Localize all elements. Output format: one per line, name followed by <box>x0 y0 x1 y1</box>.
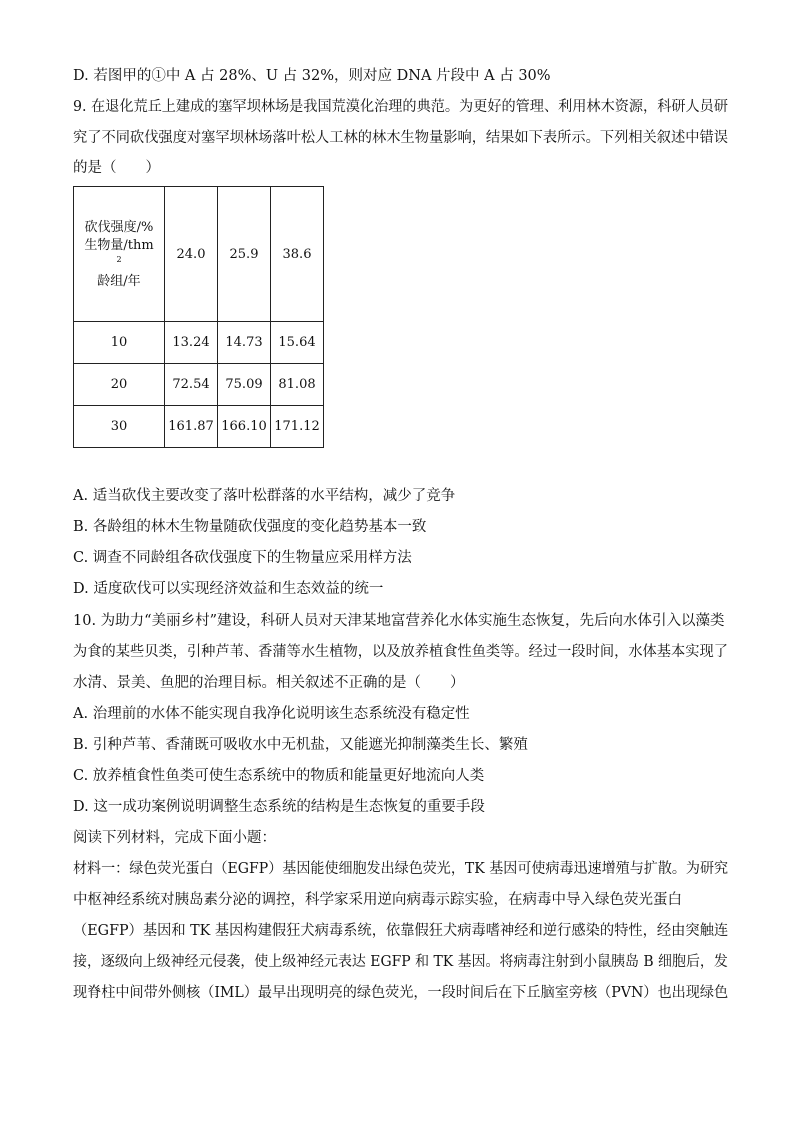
q9-option-a: A. 适当砍伐主要改变了落叶松群落的水平结构，减少了竞争 <box>73 488 456 504</box>
material-1-line-3: （EGFP）基因和 TK 基因构建假狂犬病毒系统，依靠假狂犬病毒嗜神经和逆行感染的特性，经由突触连 <box>73 923 729 939</box>
value-cell: 15.64 <box>271 322 324 364</box>
value-cell: 72.54 <box>165 364 218 406</box>
q10-stem-line-2: 为食的某些贝类，引种芦苇、香蒲等水生植物，以及放养植食性鱼类等。经过一段时间，水体基本实现了 <box>73 644 728 660</box>
q9-option-c: C. 调查不同龄组各砍伐强度下的生物量应采用样方法 <box>73 550 412 566</box>
q9-option-b: B. 各龄组的林木生物量随砍伐强度的变化趋势基本一致 <box>73 519 427 535</box>
q10-option-d: D. 这一成功案例说明调整生态系统的结构是生态恢复的重要手段 <box>73 799 485 815</box>
q9-stem-line-3: 的是（ ） <box>73 160 160 176</box>
reading-instruction: 阅读下列材料，完成下面小题： <box>73 830 276 846</box>
q10-option-c: C. 放养植食性鱼类可使生态系统中的物质和能量更好地流向人类 <box>73 768 485 784</box>
value-cell: 13.24 <box>165 322 218 364</box>
age-cell: 10 <box>74 322 165 364</box>
value-cell: 161.87 <box>165 406 218 448</box>
material-1-line-1: 材料一：绿色荧光蛋白（EGFP）基因能使细胞发出绿色荧光，TK 基因可使病毒迅速增殖与扩散。为研究 <box>73 861 729 877</box>
material-1-line-2: 中枢神经系统对胰岛素分泌的调控，科学家采用逆向病毒示踪实验，在病毒中导入绿色荧光蛋白 <box>73 892 682 908</box>
q8-option-d: D. 若图甲的①中 A 占 28%、U 占 32%，则对应 DNA 片段中 A 占 30% <box>73 68 551 84</box>
column-header: 24.0 <box>165 187 218 322</box>
age-cell: 30 <box>74 406 165 448</box>
q9-stem-line-1: 9. 在退化荒丘上建成的塞罕坝林场是我国荒漠化治理的典范。为更好的管理、利用林木资源，科研人员研 <box>73 99 728 115</box>
value-cell: 166.10 <box>218 406 271 448</box>
q10-stem-line-3: 水清、景美、鱼肥的治理目标。相关叙述不正确的是（ ） <box>73 675 465 691</box>
q9-option-d: D. 适度砍伐可以实现经济效益和生态效益的统一 <box>73 581 384 597</box>
q10-option-b: B. 引种芦苇、香蒲既可吸收水中无机盐，又能遮光抑制藻类生长、繁殖 <box>73 737 528 753</box>
value-cell: 14.73 <box>218 322 271 364</box>
value-cell: 75.09 <box>218 364 271 406</box>
biomass-table <box>73 186 324 448</box>
column-header: 25.9 <box>218 187 271 322</box>
header-line-age-group: 龄组/年 <box>97 274 141 289</box>
header-line-cut-intensity: 砍伐强度/% <box>84 220 154 235</box>
q9-stem-line-2: 究了不同砍伐强度对塞罕坝林场落叶松人工林的林木生物量影响，结果如下表所示。下列相关叙述中错误 <box>73 130 728 146</box>
q10-option-a: A. 治理前的水体不能实现自我净化说明该生态系统没有稳定性 <box>73 706 470 722</box>
table-row <box>74 322 324 364</box>
header-line-unit-exponent: 2 <box>116 255 122 264</box>
age-cell: 20 <box>74 364 165 406</box>
q10-stem-line-1: 10. 为助力“美丽乡村”建设，科研人员对天津某地富营养化水体实施生态恢复，先后向水体引入以藻类 <box>73 613 725 629</box>
column-header: 38.6 <box>271 187 324 322</box>
table-row <box>74 406 324 448</box>
material-1-line-4: 接，逐级向上级神经元侵袭，使上级神经元表达 EGFP 和 TK 基因。将病毒注射到小鼠胰岛 B 细胞后，发 <box>73 954 728 970</box>
material-1-line-5: 现脊柱中间带外侧核（IML）最早出现明亮的绿色荧光，一段时间后在下丘脑室旁核（PVN）也出现绿色 <box>73 985 729 1001</box>
table-header-cell <box>74 187 165 322</box>
value-cell: 171.12 <box>271 406 324 448</box>
header-line-biomass: 生物量/thm <box>84 238 154 253</box>
table-row <box>74 364 324 406</box>
value-cell: 81.08 <box>271 364 324 406</box>
